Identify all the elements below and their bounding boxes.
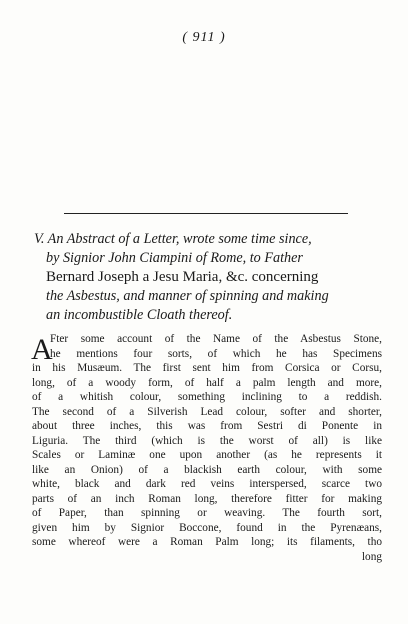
body-line: of Paper, than spinning or weaving. The fourth sort, — [32, 507, 382, 519]
body-line: Fter some account of the Name of the Asbestus Stone, — [50, 333, 382, 345]
body-line: like an Onion) of a blackish earth colour, with some — [32, 463, 382, 476]
heading-line: Bernard Joseph a Jesu Maria, &c. concerning — [46, 269, 319, 285]
section-divider — [64, 213, 348, 214]
heading-line: V. An Abstract of a Letter, wrote some time since, — [34, 231, 312, 247]
body-line: some whereof were a Roman Palm long; its filaments, tho — [32, 536, 382, 548]
catchword: long — [361, 550, 382, 563]
heading-line: the Asbestus, and manner of spinning and making — [46, 288, 329, 304]
body-line: Scales or Laminæ one upon another (as he represents it — [32, 449, 382, 461]
article-body — [32, 332, 382, 564]
body-line: parts of an inch Roman long, therefore fitter for making — [32, 492, 382, 505]
body-line: of a whitish colour, something inclining to a reddish. — [32, 391, 382, 403]
body-line: he mentions four sorts, of which he has Specimens — [50, 347, 382, 360]
body-line: given him by Signior Boccone, found in the Pyrenæans, — [32, 521, 382, 534]
page-number: ( 911 ) — [182, 30, 226, 45]
body-line: about three inches, this was from Sestri di Ponente in — [32, 420, 382, 432]
body-line: long, of a woody form, of half a palm length and more, — [32, 376, 382, 389]
article-heading — [34, 230, 382, 325]
heading-line: by Signior John Ciampini of Rome, to Father — [46, 250, 303, 266]
body-line: white, black and dark red veins interspersed, scarce two — [32, 478, 382, 490]
body-line: The second of a Silverish Lead colour, softer and shorter, — [32, 405, 382, 418]
heading-line: an incombustible Cloath thereof. — [46, 307, 233, 323]
body-line: Liguria. The third (which is the worst of all) is like — [32, 434, 382, 447]
drop-cap: A — [31, 333, 53, 366]
body-line: in his Musæum. The first sent him from Corsica or Corsu, — [32, 362, 382, 374]
